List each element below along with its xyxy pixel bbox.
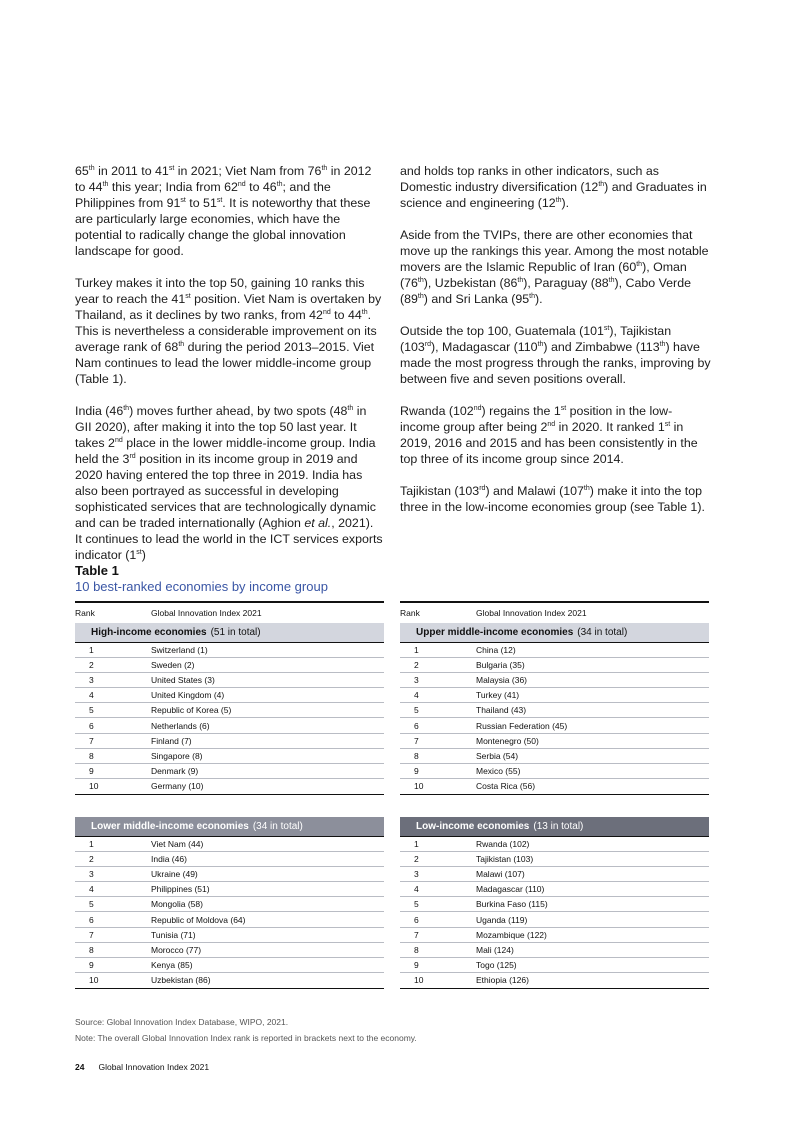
paragraph: and holds top ranks in other indicators, such as Domestic industry diversification (12th) and Graduates in science and engineering (12th). <box>400 164 707 210</box>
table-rows <box>75 642 384 795</box>
paragraph: Outside the top 100, Guatemala (101st), Tajikistan (103rd), Madagascar (110th) and Zimbabwe (113th) have made the most progress through the ranks, improving by between five and seven positions overall. <box>400 324 711 386</box>
column-header-rank: Rank <box>400 608 420 618</box>
table-row <box>400 943 709 958</box>
rank-cell: 9 <box>89 959 94 970</box>
rank-cell: 8 <box>89 750 94 761</box>
income-group-name: Low-income economies <box>416 821 530 832</box>
rank-cell: 2 <box>89 854 94 865</box>
rank-cell: 8 <box>414 750 419 761</box>
table-row <box>400 673 709 688</box>
economy-cell: Burkina Faso (115) <box>476 899 548 910</box>
economy-cell: Bulgaria (35) <box>476 660 525 671</box>
rank-cell: 10 <box>414 975 424 986</box>
table-row <box>400 764 709 779</box>
income-group-header <box>400 623 709 642</box>
economy-cell: Thailand (43) <box>476 705 527 716</box>
table-row <box>400 867 709 882</box>
rank-cell: 4 <box>414 690 419 701</box>
rank-cell: 7 <box>89 735 94 746</box>
income-group-total: (51 in total) <box>210 627 261 638</box>
table-row <box>75 867 384 882</box>
income-group-table <box>75 817 384 989</box>
rank-cell: 7 <box>89 929 94 940</box>
economy-cell: Philippines (51) <box>151 884 210 895</box>
table-row <box>400 897 709 912</box>
economy-cell: United Kingdom (4) <box>151 690 225 701</box>
economy-cell: Viet Nam (44) <box>151 839 204 850</box>
column-header-index: Global Innovation Index 2021 <box>151 608 262 618</box>
rank-cell: 5 <box>89 705 94 716</box>
body-column-right <box>400 163 712 531</box>
economy-cell: Costa Rica (56) <box>476 781 536 792</box>
table-row <box>75 643 384 658</box>
rank-cell: 6 <box>89 914 94 925</box>
table-row <box>75 837 384 852</box>
rank-cell: 3 <box>414 869 419 880</box>
economy-cell: Germany (10) <box>151 781 204 792</box>
economy-cell: Ethiopia (126) <box>476 975 529 986</box>
table-row <box>75 764 384 779</box>
table-notes <box>75 1014 417 1046</box>
rank-cell: 2 <box>414 854 419 865</box>
table-row <box>75 688 384 703</box>
income-group-header <box>400 817 709 836</box>
economy-cell: Turkey (41) <box>476 690 520 701</box>
paragraph: Aside from the TVIPs, there are other economies that move up the rankings this year. Among the most notable movers are the Islamic Republic of Iran (60th), Oman (76th), Uzbekistan (86th), Paraguay (88th), Cabo Verde (89th) and Sri Lanka (95th). <box>400 228 709 306</box>
table-row <box>400 688 709 703</box>
rank-cell: 10 <box>89 781 99 792</box>
economy-cell: Kenya (85) <box>151 959 193 970</box>
economy-cell: United States (3) <box>151 675 215 686</box>
table-row <box>75 749 384 764</box>
table-row <box>400 837 709 852</box>
table-column-header <box>400 601 709 623</box>
income-group-total: (34 in total) <box>577 627 628 638</box>
table-row <box>400 973 709 988</box>
economy-cell: Finland (7) <box>151 735 192 746</box>
rank-cell: 5 <box>414 899 419 910</box>
page-footer <box>75 1062 209 1072</box>
economy-cell: Tunisia (71) <box>151 929 196 940</box>
rank-cell: 8 <box>414 944 419 955</box>
table-column-header <box>75 601 384 623</box>
page-number: 24 <box>75 1062 85 1072</box>
rank-cell: 2 <box>89 660 94 671</box>
rank-cell: 1 <box>89 645 94 656</box>
rank-cell: 3 <box>414 675 419 686</box>
economy-cell: Rwanda (102) <box>476 839 530 850</box>
economy-cell: Mongolia (58) <box>151 899 203 910</box>
rank-cell: 10 <box>414 781 424 792</box>
income-group-table <box>75 601 384 795</box>
table-row <box>400 958 709 973</box>
economy-cell: Tajikistan (103) <box>476 854 534 865</box>
rank-cell: 3 <box>89 869 94 880</box>
paragraph: Tajikistan (103rd) and Malawi (107th) make it into the top three in the low-income economies group (see Table 1). <box>400 484 705 514</box>
economy-cell: Morocco (77) <box>151 944 202 955</box>
rank-note: Note: The overall Global Innovation Index rank is reported in brackets next to the economy. <box>75 1033 417 1043</box>
source-note: Source: Global Innovation Index Database, WIPO, 2021. <box>75 1017 289 1027</box>
economy-cell: Switzerland (1) <box>151 645 208 656</box>
economy-cell: Mozambique (122) <box>476 929 547 940</box>
rank-cell: 6 <box>89 720 94 731</box>
economy-cell: Malawi (107) <box>476 869 525 880</box>
rank-cell: 8 <box>89 944 94 955</box>
economy-cell: Russian Federation (45) <box>476 720 568 731</box>
rank-cell: 1 <box>414 645 419 656</box>
table-row <box>400 779 709 794</box>
table-row <box>400 643 709 658</box>
table-rows <box>75 836 384 989</box>
paragraph: India (46th) moves further ahead, by two spots (48th in GII 2020), after making it into the top 50 last year. It takes 2nd place in the lower middle-income group. India held the 3rd position in its income group in 2019 and 2020 having entered the top three in 2019. India has also been portrayed as successful in developing sophisticated services that are technologically dynamic and can be traded internationally (Aghion et al., 2021). It continues to lead the world in the ICT services exports indicator (1st) <box>75 404 383 562</box>
table-row <box>75 973 384 988</box>
income-group-total: (34 in total) <box>252 821 303 832</box>
table-row <box>400 912 709 927</box>
rank-cell: 10 <box>89 975 99 986</box>
economy-cell: Uganda (119) <box>476 914 528 925</box>
table-row <box>400 703 709 718</box>
economy-cell: Malaysia (36) <box>476 675 528 686</box>
economy-cell: Sweden (2) <box>151 660 195 671</box>
paragraph: Rwanda (102nd) regains the 1st position in the low-income group after being 2nd in 2020. It ranked 1st in 2019, 2016 and 2015 and has been consistently in the top three of its income group since 2014. <box>400 404 698 466</box>
rank-cell: 9 <box>89 765 94 776</box>
income-group-name: Upper middle-income economies <box>416 627 574 638</box>
economy-cell: Togo (125) <box>476 959 517 970</box>
income-group-table <box>400 601 709 795</box>
table-row <box>75 734 384 749</box>
table-rows <box>400 642 709 795</box>
table-row <box>400 734 709 749</box>
column-header-rank: Rank <box>75 608 95 618</box>
rank-cell: 5 <box>89 899 94 910</box>
table-row <box>400 882 709 897</box>
table-heading <box>75 563 328 595</box>
economy-cell: Ukraine (49) <box>151 869 198 880</box>
rank-cell: 4 <box>89 690 94 701</box>
rank-cell: 9 <box>414 765 419 776</box>
table-row <box>75 928 384 943</box>
economy-cell: Madagascar (110) <box>476 884 545 895</box>
table-label: Table 1 <box>75 563 119 578</box>
economy-cell: Montenegro (50) <box>476 735 539 746</box>
rank-cell: 4 <box>414 884 419 895</box>
economy-cell: India (46) <box>151 854 187 865</box>
economy-cell: Netherlands (6) <box>151 720 210 731</box>
table-row <box>400 749 709 764</box>
table-row <box>400 852 709 867</box>
table-row <box>400 658 709 673</box>
rank-cell: 4 <box>89 884 94 895</box>
table-row <box>75 912 384 927</box>
rank-cell: 6 <box>414 914 419 925</box>
economy-cell: Singapore (8) <box>151 750 203 761</box>
table-row <box>400 928 709 943</box>
table-row <box>75 779 384 794</box>
income-group-name: High-income economies <box>91 627 207 638</box>
table-row <box>75 673 384 688</box>
table-row <box>75 852 384 867</box>
table-title: 10 best-ranked economies by income group <box>75 579 328 594</box>
economy-cell: China (12) <box>476 645 516 656</box>
rank-cell: 6 <box>414 720 419 731</box>
table-row <box>75 882 384 897</box>
table-rows <box>400 836 709 989</box>
income-group-table <box>400 817 709 989</box>
economy-cell: Mexico (55) <box>476 765 521 776</box>
table-row <box>75 703 384 718</box>
economy-cell: Republic of Korea (5) <box>151 705 232 716</box>
column-header-index: Global Innovation Index 2021 <box>476 608 587 618</box>
income-group-name: Lower middle-income economies <box>91 821 249 832</box>
table-row <box>75 658 384 673</box>
economy-cell: Republic of Moldova (64) <box>151 914 246 925</box>
table-row <box>75 958 384 973</box>
economy-cell: Uzbekistan (86) <box>151 975 211 986</box>
rank-cell: 7 <box>414 929 419 940</box>
rank-cell: 5 <box>414 705 419 716</box>
income-group-header <box>75 817 384 836</box>
table-row <box>75 943 384 958</box>
income-group-total: (13 in total) <box>533 821 584 832</box>
rank-cell: 9 <box>414 959 419 970</box>
table-row <box>400 718 709 733</box>
rank-cell: 1 <box>89 839 94 850</box>
economy-cell: Denmark (9) <box>151 765 199 776</box>
paragraph: 65th in 2011 to 41st in 2021; Viet Nam from 76th in 2012 to 44th this year; India from 62nd to 46th; and the Philippines from 91st to 51st. It is noteworthy that these are particularly large economies, which have the potential to radically change the global innovation landscape for good. <box>75 164 372 258</box>
rank-cell: 1 <box>414 839 419 850</box>
rank-cell: 3 <box>89 675 94 686</box>
paragraph: Turkey makes it into the top 50, gaining 10 ranks this year to reach the 41st position. Viet Nam is overtaken by Thailand, as it declines by two ranks, from 42nd to 44th. This is nevertheless a considerable improvement on its average rank of 68th during the period 2013–2015. Viet Nam continues to lead the lower middle-income group (Table 1). <box>75 276 382 386</box>
table-row <box>75 897 384 912</box>
economy-cell: Mali (124) <box>476 944 514 955</box>
rank-cell: 7 <box>414 735 419 746</box>
publication-title: Global Innovation Index 2021 <box>98 1062 210 1072</box>
economy-cell: Serbia (54) <box>476 750 519 761</box>
income-group-header <box>75 623 384 642</box>
body-column-left <box>75 163 383 579</box>
table-row <box>75 718 384 733</box>
rank-cell: 2 <box>414 660 419 671</box>
